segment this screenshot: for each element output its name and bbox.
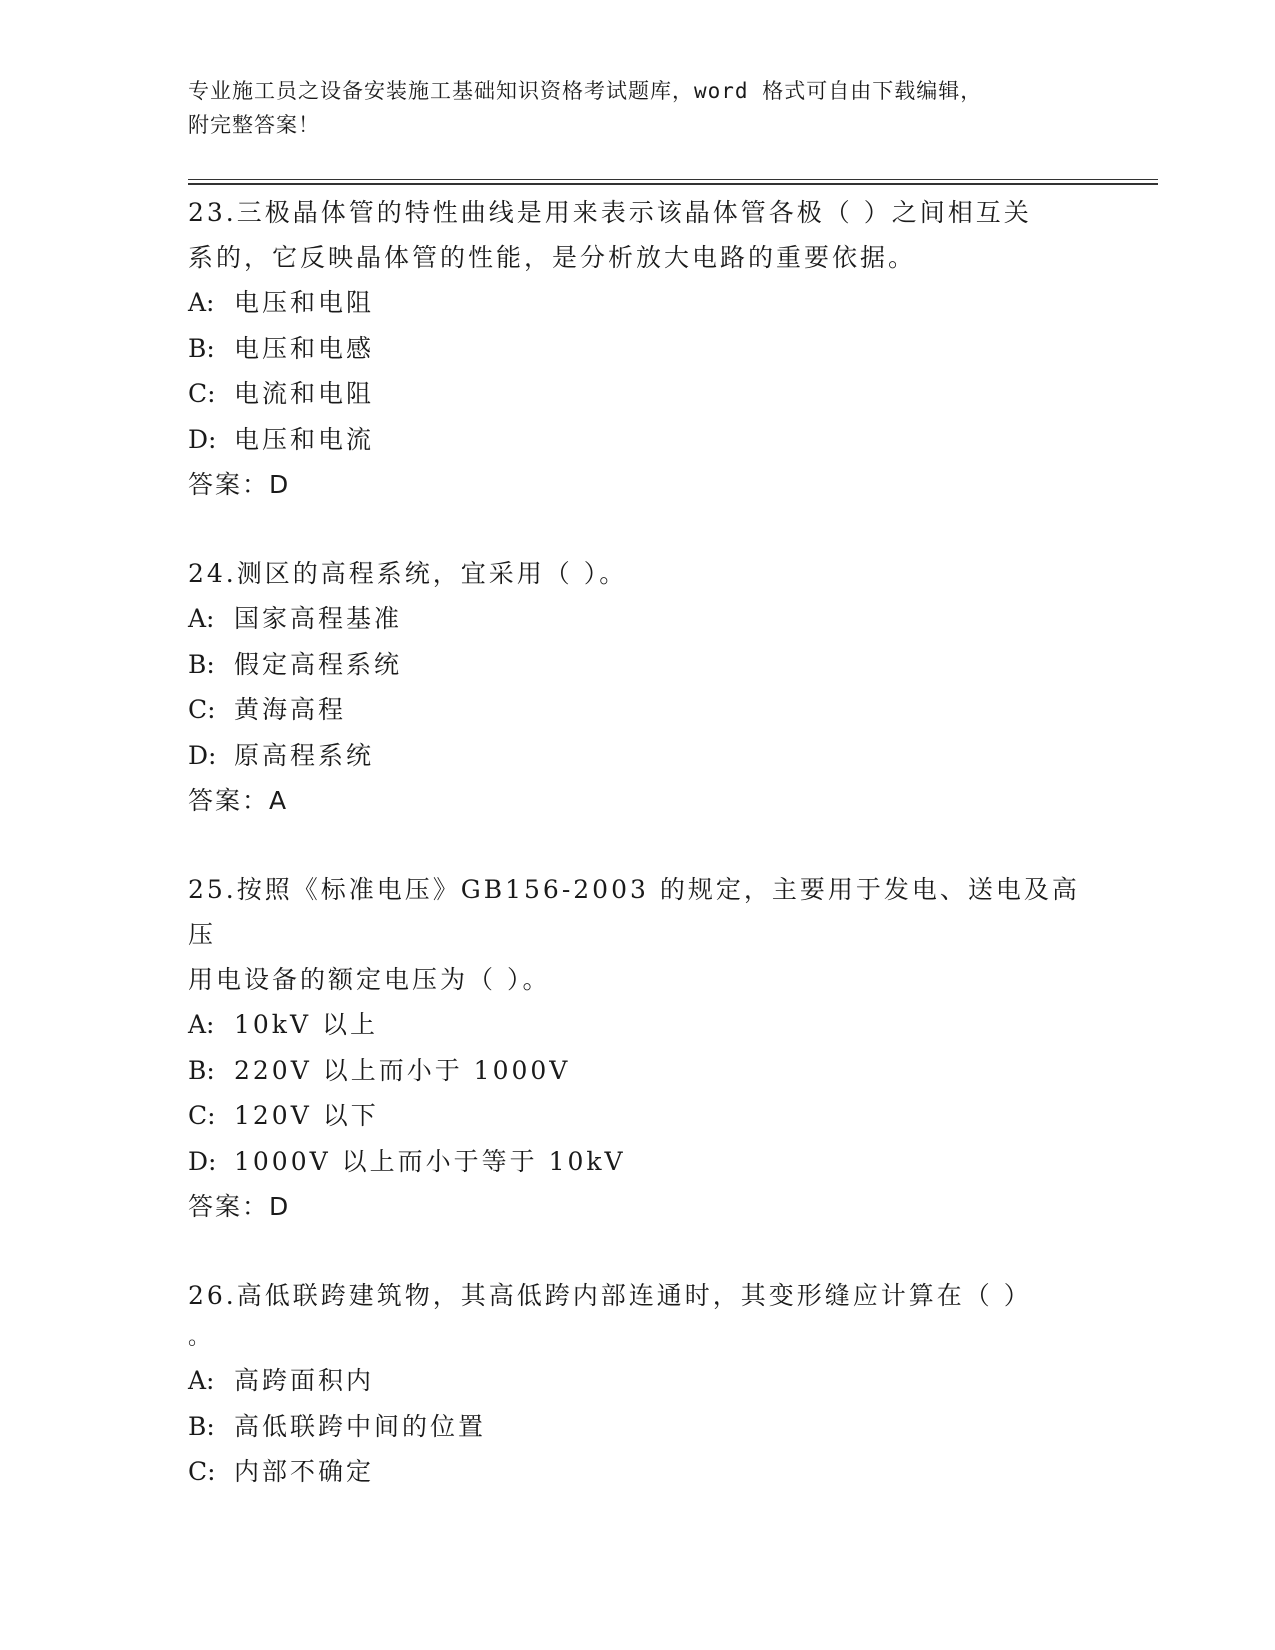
option-text: 10kV 以上: [234, 1010, 378, 1039]
option-letter: B:: [188, 1411, 215, 1441]
question-stem: 23.三极晶体管的特性曲线是用来表示该晶体管各极（ ）之间相互关: [188, 198, 1032, 227]
answer-line: 答案：D: [188, 1192, 291, 1221]
question-stem: 25.按照《标准电压》GB156-2003 的规定，主要用于发电、送电及高压: [188, 875, 1080, 949]
option-letter: A:: [188, 1010, 215, 1039]
question-23: [188, 190, 1088, 507]
option-text: 假定高程系统: [234, 649, 403, 679]
header-divider-thick: [188, 183, 1158, 185]
option-letter: D:: [188, 424, 217, 454]
option-text: 1000V 以上而小于等于 10kV: [234, 1146, 626, 1176]
answer-line: 答案：D: [188, 470, 291, 499]
option-a: [188, 1002, 1088, 1048]
option-letter: C:: [188, 1101, 216, 1130]
question-list: [188, 190, 1088, 1539]
option-text: 内部不确定: [234, 1457, 375, 1486]
option-letter: A:: [188, 1366, 215, 1395]
header-line-1: 专业施工员之设备安装施工基础知识资格考试题库，word 格式可自由下载编辑，: [188, 79, 983, 103]
option-letter: D:: [188, 740, 217, 770]
option-c: [188, 687, 1088, 733]
option-text: 电流和电阻: [234, 379, 375, 408]
option-letter: C:: [188, 1457, 216, 1486]
option-text: 220V 以上而小于 1000V: [234, 1055, 571, 1085]
option-a: [188, 280, 1088, 326]
header-divider-thin: [188, 179, 1158, 180]
question-stem: 24.测区的高程系统，宜采用（ ）。: [188, 559, 628, 588]
option-a: [188, 596, 1088, 642]
option-letter: C:: [188, 695, 216, 724]
option-letter: B:: [188, 649, 215, 679]
option-b: [188, 1404, 1088, 1450]
option-text: 高跨面积内: [234, 1366, 375, 1395]
header-line-2: 附完整答案！: [188, 113, 320, 137]
option-letter: B:: [188, 333, 215, 363]
option-c: [188, 371, 1088, 417]
option-letter: A:: [188, 604, 215, 633]
option-text: 电压和电阻: [234, 288, 375, 317]
option-d: [188, 733, 1088, 779]
question-stem-cont: 系的，它反映晶体管的性能，是分析放大电路的重要依据。: [188, 243, 917, 272]
option-b: [188, 642, 1088, 688]
option-text: 高低联跨中间的位置: [234, 1411, 487, 1441]
option-letter: C:: [188, 379, 216, 408]
question-stem-cont: 用电设备的额定电压为（ ）。: [188, 965, 551, 994]
option-d: [188, 1139, 1088, 1185]
option-letter: B:: [188, 1055, 215, 1085]
option-text: 120V 以下: [234, 1101, 379, 1130]
option-letter: A:: [188, 288, 215, 317]
option-b: [188, 1048, 1088, 1094]
option-text: 国家高程基准: [234, 604, 403, 633]
answer-line: 答案：A: [188, 786, 289, 815]
question-stem-cont: 。: [188, 1325, 214, 1350]
option-c: [188, 1093, 1088, 1139]
option-letter: D:: [188, 1146, 217, 1176]
option-text: 电压和电流: [234, 424, 375, 454]
question-stem: 26.高低联跨建筑物，其高低跨内部连通时，其变形缝应计算在（ ）: [188, 1281, 1032, 1310]
option-text: 原高程系统: [234, 740, 375, 770]
option-text: 电压和电感: [234, 333, 375, 363]
document-header: [188, 74, 1088, 142]
option-a: [188, 1358, 1088, 1404]
option-c: [188, 1449, 1088, 1495]
option-text: 黄海高程: [234, 695, 347, 724]
option-b: [188, 326, 1088, 372]
option-d: [188, 417, 1088, 463]
question-26: [188, 1273, 1088, 1495]
question-25: [188, 867, 1088, 1229]
question-24: [188, 551, 1088, 823]
